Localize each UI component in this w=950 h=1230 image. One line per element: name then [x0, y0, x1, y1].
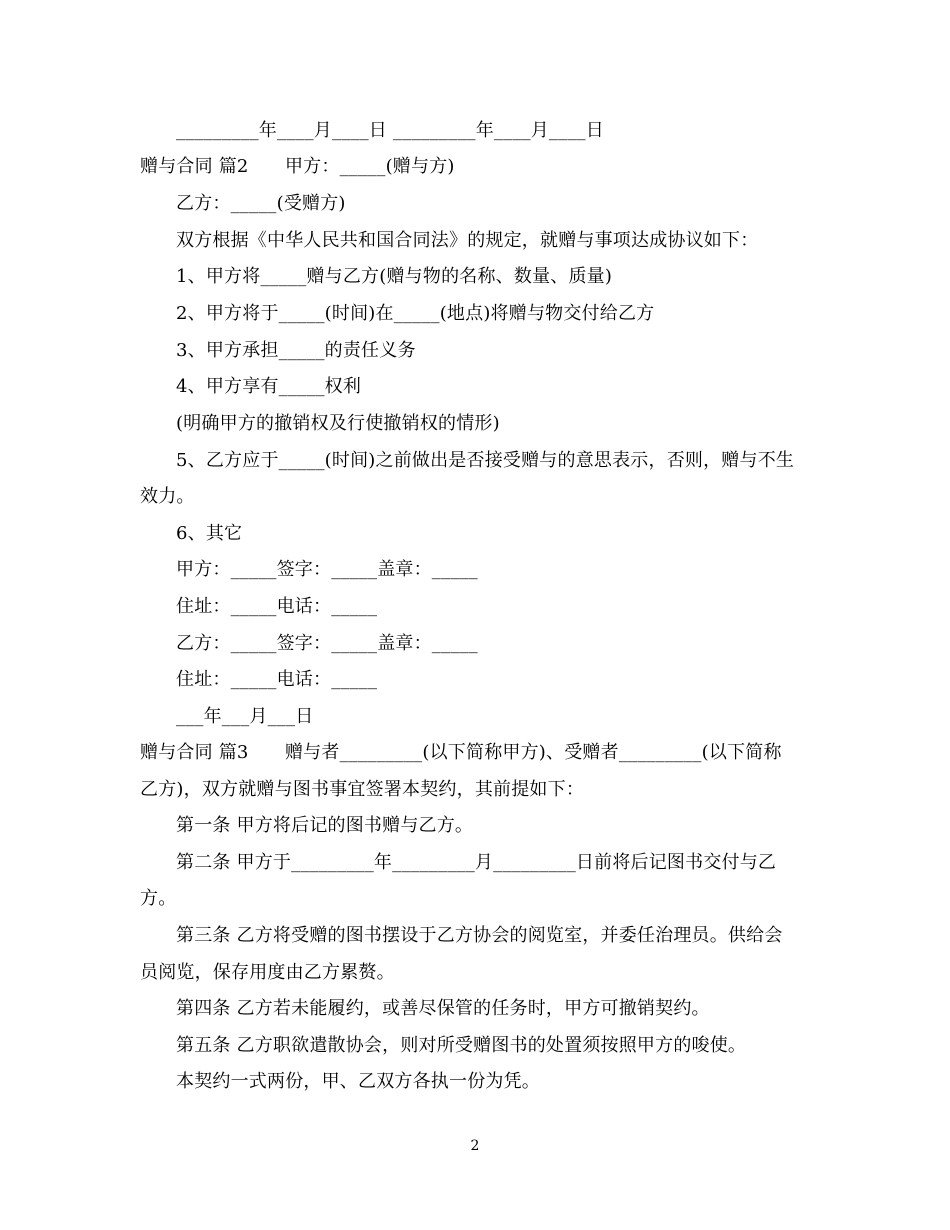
party-b-address-line: 住址：_____电话：_____	[176, 669, 378, 690]
article-3: 第三条 乙方将受赠的图书摆设于乙方协会的阅览室，并委任治理员。供给会	[176, 925, 783, 946]
party-a-address-line: 住址：_____电话：_____	[176, 596, 378, 617]
party-b-line: 乙方：_____(受赠方)	[176, 193, 346, 214]
section-heading-2: 赠与合同 篇2 甲方：_____(赠与方)	[140, 156, 455, 177]
page-number: 2	[470, 1138, 480, 1154]
clause-4-note: (明确甲方的撤销权及行使撤销权的情形)	[176, 413, 500, 434]
clause-2: 2、甲方将于_____(时间)在_____(地点)将赠与物交付给乙方	[176, 303, 655, 324]
article-5: 第五条 乙方职欲遣散协会，则对所受赠图书的处置须按照甲方的唆使。	[176, 1035, 747, 1056]
clause-1: 1、甲方将_____赠与乙方(赠与物的名称、数量、质量)	[176, 266, 613, 287]
agreement-intro: 双方根据《中华人民共和国合同法》的规定，就赠与事项达成协议如下：	[176, 230, 759, 251]
article-2-continued: 方。	[140, 888, 177, 909]
clause-5-continued: 效力。	[140, 486, 195, 507]
section-heading-3: 赠与合同 篇3 赠与者_________(以下简称甲方)、受赠者_________(以下简称	[140, 742, 782, 763]
clause-6: 6、其它	[176, 523, 243, 544]
party-a-signature-line: 甲方：_____签字：_____盖章：_____	[176, 559, 478, 580]
article-3-continued: 员阅览，保存用度由乙方累赘。	[140, 962, 395, 983]
clause-4: 4、甲方享有_____权利	[176, 376, 362, 397]
section-3-intro-continued: 乙方)，双方就赠与图书事宜签署本契约，其前提如下：	[140, 779, 585, 800]
clause-3: 3、甲方承担_____的责任义务	[176, 340, 416, 361]
clause-5: 5、乙方应于_____(时间)之前做出是否接受赠与的意思表示，否则，赠与不生	[176, 450, 795, 471]
article-1: 第一条 甲方将后记的图书赠与乙方。	[176, 815, 474, 836]
date-line: _________年____月____日 _________年____月____日	[176, 120, 604, 141]
article-2: 第二条 甲方于_________年_________月_________日前将后记图书交付与乙	[176, 852, 777, 873]
article-4: 第四条 乙方若未能履约，或善尽保管的任务时，甲方可撤销契约。	[176, 998, 710, 1019]
signing-date-line: ___年___月___日	[176, 706, 314, 727]
contract-copies-note: 本契约一式两份，甲、乙双方各执一份为凭。	[176, 1071, 540, 1092]
party-b-signature-line: 乙方：_____签字：_____盖章：_____	[176, 633, 478, 654]
